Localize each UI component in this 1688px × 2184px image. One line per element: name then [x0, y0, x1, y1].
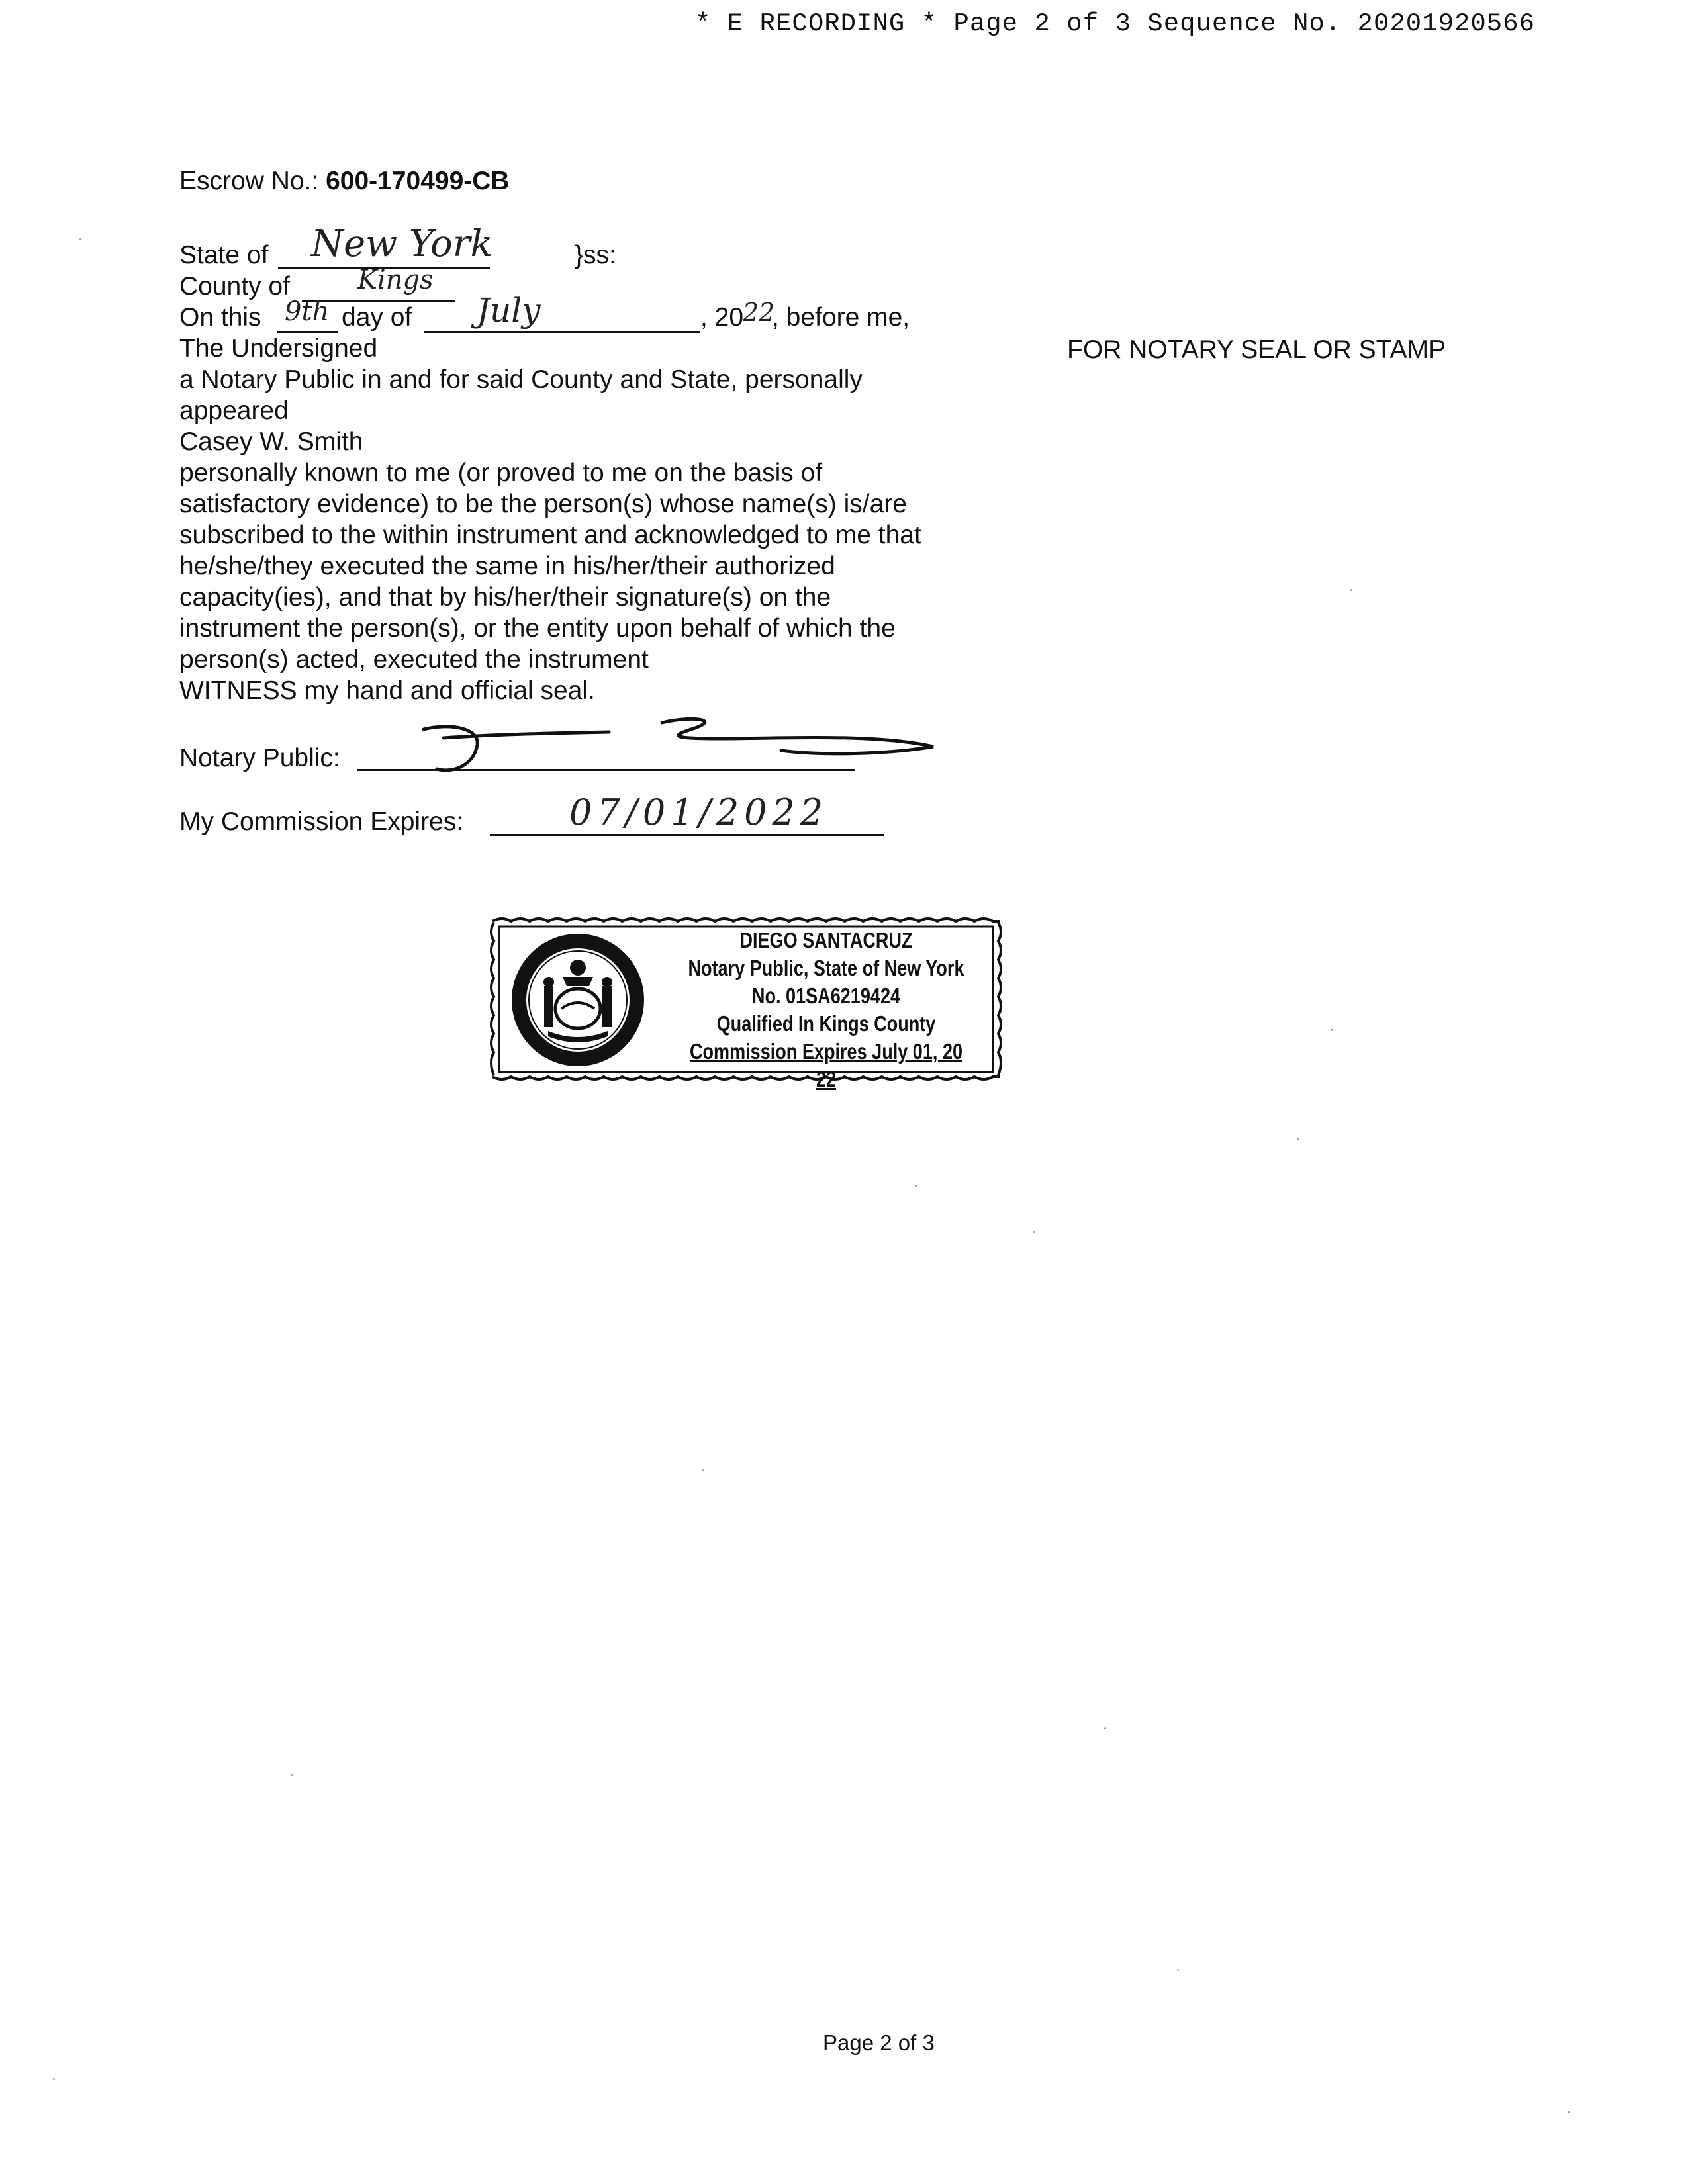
page-footer: Page 2 of 3	[823, 2030, 935, 2055]
body-line: satisfactory evidence) to be the person(s) whose name(s) is/are	[179, 490, 907, 518]
day-of-label: day of	[342, 303, 412, 332]
year-prefix: , 20	[700, 303, 744, 332]
scan-speck	[53, 2078, 55, 2080]
state-handwritten: New York	[311, 222, 493, 265]
scan-speck	[702, 1469, 704, 1471]
notary-stamp	[489, 915, 1005, 1091]
year-handwritten: 22	[743, 298, 775, 327]
body-line: WITNESS my hand and official seal.	[179, 676, 595, 705]
body-line: personally known to me (or proved to me on the basis of	[179, 459, 823, 487]
scan-speck	[1177, 1969, 1179, 1971]
body-line: Casey W. Smith	[179, 428, 363, 456]
recording-header: * E RECORDING * Page 2 of 3 Sequence No. 20201920566	[695, 9, 1535, 38]
date-prefix: On this	[179, 303, 261, 332]
stamp-notary-name: DIEGO SANTACRUZ	[739, 928, 913, 952]
month-handwritten: July	[477, 291, 541, 330]
body-line: he/she/they executed the same in his/her/their authorized	[179, 552, 835, 580]
body-line: capacity(ies), and that by his/her/their signature(s) on the	[179, 583, 831, 612]
body-line: subscribed to the within instrument and acknowledged to me that	[179, 521, 921, 549]
scan-speck	[1331, 1029, 1333, 1031]
date-suffix: , before me,	[772, 303, 910, 332]
county-label: County of	[179, 272, 290, 300]
stamp-title: Notary Public, State of New York	[688, 956, 964, 980]
scan-speck	[291, 1774, 293, 1776]
month-underline	[424, 303, 700, 333]
body-line: instrument the person(s), or the entity upon behalf of which the	[179, 614, 896, 643]
acknowledgment-body	[179, 333, 921, 706]
state-label: State of	[179, 241, 269, 269]
stamp-text	[685, 927, 967, 1093]
day-handwritten: 9th	[285, 296, 330, 327]
scan-speck	[1568, 2111, 1570, 2113]
scan-speck	[1033, 1231, 1035, 1233]
stamp-qualified-county: Qualified In Kings County	[716, 1011, 936, 1036]
escrow-label: Escrow No.:	[179, 167, 319, 195]
notary-public-label: Notary Public:	[179, 744, 340, 772]
commission-handwritten: 07/01/2022	[569, 792, 829, 833]
scan-speck	[1104, 1727, 1106, 1729]
stamp-commission-number: No. 01SA6219424	[751, 983, 901, 1008]
body-line: appeared	[179, 396, 289, 425]
body-line: The Undersigned	[179, 334, 378, 363]
state-seal-icon	[508, 931, 647, 1069]
county-handwritten: Kings	[357, 265, 434, 295]
stamp-expiration: Commission Expires July 01, 20 22	[689, 1039, 963, 1091]
commission-label: My Commission Expires:	[179, 807, 464, 836]
escrow-number: 600-170499-CB	[326, 167, 510, 195]
scan-speck	[79, 238, 81, 240]
notary-signature	[410, 708, 953, 781]
scan-speck	[915, 1185, 917, 1187]
ss-mark: }ss:	[575, 241, 616, 269]
body-line: person(s) acted, executed the instrument	[179, 645, 649, 674]
scan-speck	[1350, 589, 1352, 591]
seal-placeholder-label: FOR NOTARY SEAL OR STAMP	[1067, 336, 1446, 364]
escrow-line	[179, 165, 510, 197]
scan-speck	[1297, 1138, 1299, 1140]
body-line: a Notary Public in and for said County and State, personally	[179, 365, 863, 394]
